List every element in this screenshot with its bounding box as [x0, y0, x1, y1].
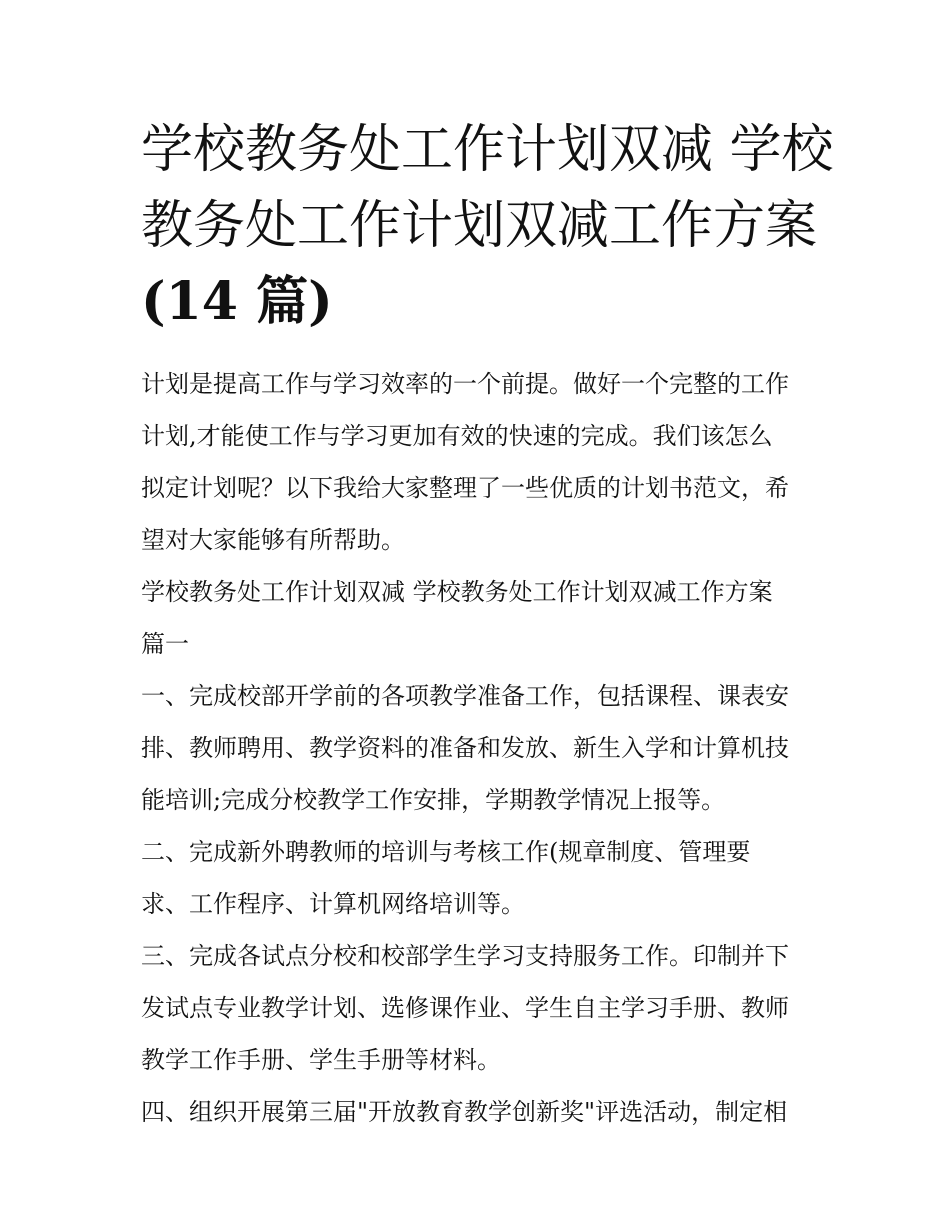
text-line: 篇一 [141, 630, 189, 658]
document-body [141, 358, 813, 1138]
title-line: 教务处工作计划双减工作方案 [141, 196, 818, 256]
document-title [141, 112, 834, 340]
section-heading [141, 566, 813, 670]
title-line: (14 篇) [141, 271, 333, 332]
text-line: 求、工作程序、计算机网络培训等。 [141, 890, 525, 918]
title-line: 学校教务处工作计划双减 学校 [141, 120, 834, 180]
document-page [141, 112, 834, 1138]
text-line: 排、教师聘用、教学资料的准备和发放、新生入学和计算机技 [141, 734, 789, 762]
text-line: 计划,才能使工作与学习更加有效的快速的完成。我们该怎么 [141, 422, 773, 450]
text-line: 能培训;完成分校教学工作安排，学期教学情况上报等。 [141, 786, 726, 814]
intro-paragraph [141, 358, 813, 566]
list-item-4 [141, 1086, 813, 1138]
text-line: 一、完成校部开学前的各项教学准备工作，包括课程、课表安 [141, 682, 789, 710]
text-line: 发试点专业教学计划、选修课作业、学生自主学习手册、教师 [141, 994, 789, 1022]
text-line: 二、完成新外聘教师的培训与考核工作(规章制度、管理要 [141, 838, 751, 866]
text-line: 教学工作手册、学生手册等材料。 [141, 1046, 501, 1074]
text-line: 计划是提高工作与学习效率的一个前提。做好一个完整的工作 [141, 370, 789, 398]
text-line: 四、组织开展第三届"开放教育教学创新奖"评选活动，制定相 [141, 1098, 788, 1126]
text-line: 三、完成各试点分校和校部学生学习支持服务工作。印制并下 [141, 942, 789, 970]
text-line: 拟定计划呢？以下我给大家整理了一些优质的计划书范文，希 [141, 474, 789, 502]
list-item-2 [141, 826, 813, 930]
text-line: 学校教务处工作计划双减 学校教务处工作计划双减工作方案 [141, 578, 773, 606]
list-item-3 [141, 930, 813, 1086]
list-item-1 [141, 670, 813, 826]
text-line: 望对大家能够有所帮助。 [141, 526, 405, 554]
